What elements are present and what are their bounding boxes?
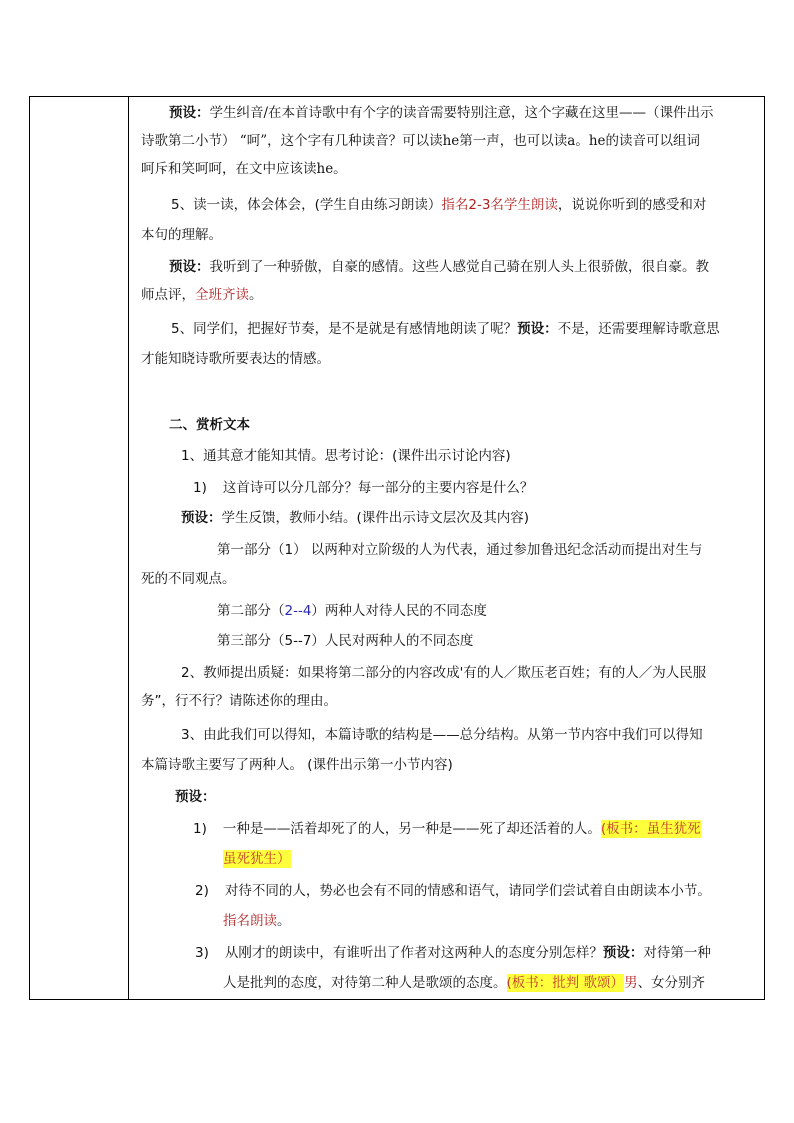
- text-span: 第二部分（: [217, 603, 285, 619]
- section-heading: 二、赏析文本: [169, 417, 250, 433]
- paragraph-line: 1、通其意才能知其情。思考讨论：(课件出示讨论内容): [181, 448, 511, 464]
- preset-text: 学生纠音/在本首诗歌中有个字的读音需要特别注意，这个字藏在这里——（课件出示: [209, 105, 714, 121]
- text-span: 5、同学们，把握好节奏，是不是就是有感情地朗读了呢？: [171, 321, 518, 337]
- list-item-continuation: [223, 973, 705, 993]
- preset-text: 不是，还需要理解诗歌意思: [557, 321, 720, 337]
- list-text: 人是批判的态度，对待第二种人是歌颂的态度。: [223, 975, 507, 991]
- list-number: 2): [195, 883, 209, 899]
- list-text: 从刚才的朗读中，有谁听出了作者对这两种人的态度分别怎样？: [224, 945, 603, 961]
- highlight-blue-text: 2--4: [284, 603, 312, 619]
- preset-label: 预设：: [169, 259, 210, 275]
- paragraph-line: 2、教师提出质疑：如果将第二部分的内容改成'有的人／欺压老百姓；有的人／为人民服: [181, 665, 707, 681]
- paragraph-line: 第三部分（5--7）人民对两种人的不同态度: [217, 633, 474, 649]
- preset-text: 学生反馈，教师小结。(课件出示诗文层次及其内容): [221, 510, 530, 526]
- preset-label: 预设：: [181, 510, 222, 526]
- highlight-red-text: 指名2-3名学生朗读: [441, 197, 558, 213]
- paragraph-line: 3、由此我们可以得知，本篇诗歌的结构是——总分结构。从第一节内容中我们可以得知: [181, 727, 703, 743]
- paragraph-line: 才能知晓诗歌所要表达的情感。: [141, 351, 330, 367]
- lesson-content-cell: [131, 97, 758, 999]
- paragraph-line: 本句的理解。: [141, 227, 222, 243]
- highlight-red-text: 男: [624, 975, 638, 991]
- list-text: 这首诗可以分几部分？每一部分的主要内容是什么？: [222, 480, 534, 496]
- paragraph-line: 务”，行不行？请陈述你的理由。: [141, 693, 337, 709]
- text-span: ，说说你听到的感受和对: [557, 197, 707, 213]
- list-number: 3): [195, 945, 209, 961]
- list-item: [195, 943, 711, 963]
- text-span: ）两种人对待人民的不同态度: [311, 603, 487, 619]
- board-note-highlight: (板书：虽生犹死: [600, 821, 701, 837]
- board-note-highlight: (板书：批判 歌颂）: [506, 975, 625, 991]
- paragraph-line: [141, 285, 263, 305]
- list-number: 1): [193, 480, 207, 496]
- text-span: 师点评，: [141, 287, 195, 303]
- paragraph-line: [169, 103, 714, 123]
- paragraph-line: 死的不同观点。: [141, 571, 236, 587]
- preset-label: 预设：: [169, 105, 210, 121]
- preset-label: 预设：: [175, 789, 216, 805]
- list-text: 对待不同的人，势必也会有不同的情感和语气，请同学们尝试着自由朗读本小节。: [224, 883, 711, 899]
- highlight-red-text: 全班齐读: [195, 287, 249, 303]
- list-number: 1): [193, 821, 207, 837]
- text-span: 、女分别齐: [637, 975, 706, 991]
- paragraph-line: 第一部分（1） 以两种对立阶级的人为代表，通过参加鲁迅纪念活动而提出对生与: [217, 542, 703, 558]
- table-column-divider: [128, 97, 129, 999]
- text-span: 。: [249, 287, 263, 303]
- paragraph-line: [169, 257, 709, 277]
- list-item: [195, 881, 711, 901]
- list-item: [193, 819, 701, 839]
- text-span: 5、读一读，体会体会，(学生自由练习朗读）: [171, 197, 442, 213]
- paragraph-line: 诗歌第二小节） “呵”，这个字有几种读音？可以读he第一声，也可以读a。he的读音可以组词: [141, 133, 701, 149]
- list-item-continuation: [223, 911, 291, 931]
- highlight-red-text: 指名朗读: [223, 913, 277, 929]
- paragraph-line: [171, 319, 720, 339]
- board-note-highlight: 虽死犹生）: [223, 851, 291, 867]
- preset-label: 预设：: [602, 945, 644, 961]
- paragraph-line: [181, 508, 529, 528]
- paragraph-line: [217, 601, 487, 621]
- list-item: [193, 478, 533, 498]
- paragraph-line: 本篇诗歌主要写了两种人。 (课件出示第一小节内容): [141, 757, 453, 773]
- preset-text: 我听到了一种骄傲，自豪的感情。这些人感觉自己骑在别人头上很骄傲，很自豪。教: [209, 259, 709, 275]
- list-text: 一种是——活着却死了的人，另一种是——死了却还活着的人。: [222, 821, 601, 837]
- preset-text: 对待第一种: [643, 945, 711, 961]
- paragraph-line: 呵斥和笑呵呵，在文中应该读he。: [141, 161, 347, 177]
- list-item-continuation: [223, 849, 291, 869]
- lesson-plan-table: [29, 96, 765, 1000]
- paragraph-line: [171, 195, 706, 215]
- text-span: 。: [277, 913, 291, 929]
- preset-label: 预设：: [517, 321, 558, 337]
